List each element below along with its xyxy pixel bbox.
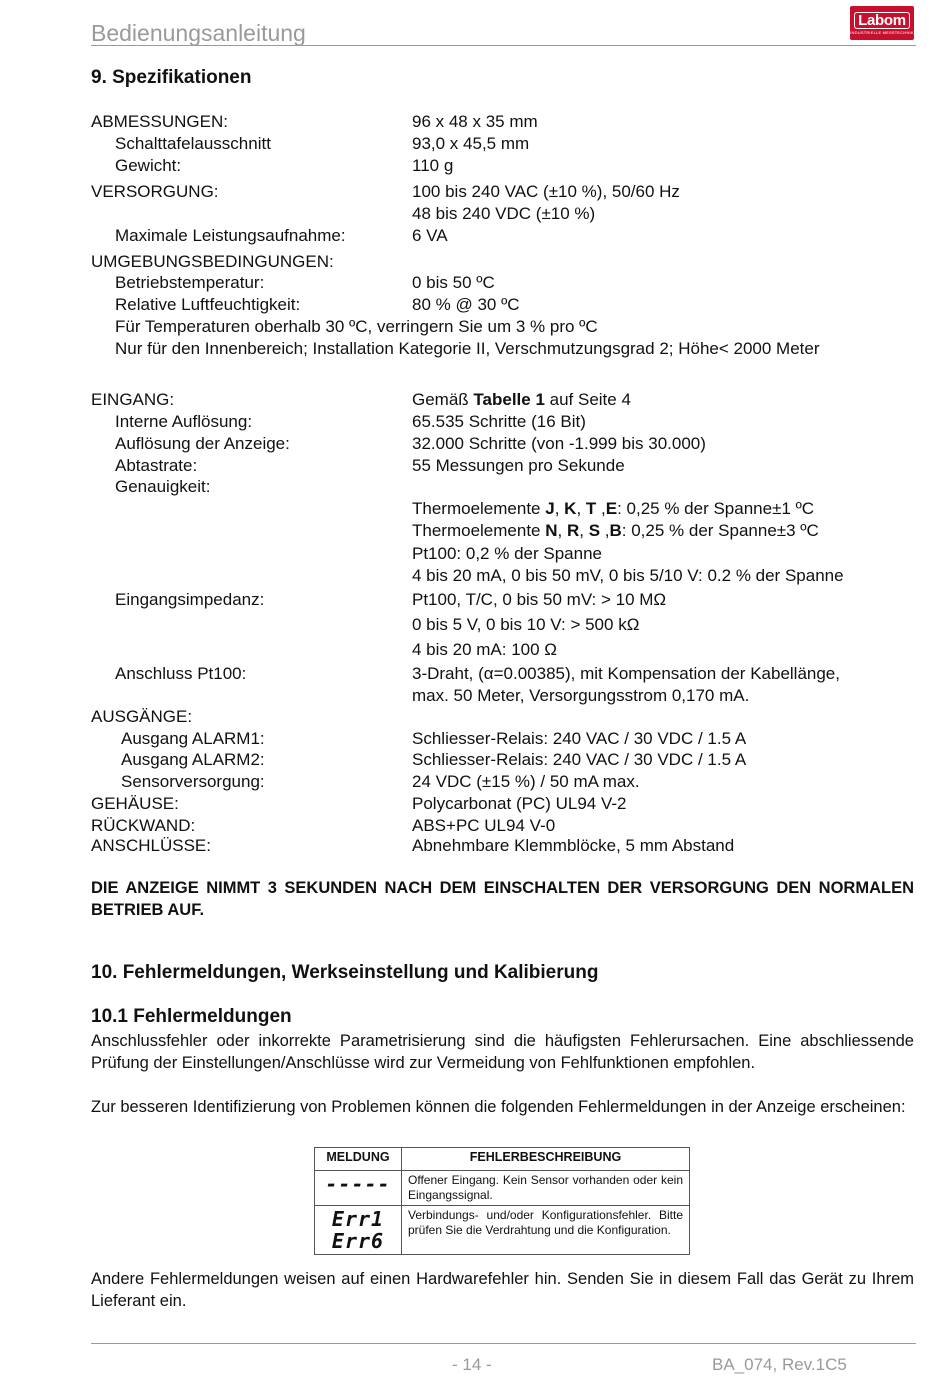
column-header-description: FEHLERBESCHREIBUNG <box>402 1148 690 1171</box>
spec-value <box>412 389 631 411</box>
spec-value: 93,0 x 45,5 mm <box>412 134 530 153</box>
section-heading-specifications: 9. Spezifikationen <box>91 67 252 88</box>
spec-value-emphasis: K <box>564 499 577 518</box>
spec-label: RÜCKWAND: <box>91 816 196 835</box>
spec-label: Abtastrate: <box>115 456 198 475</box>
spec-value-text: , <box>576 499 586 518</box>
spec-label: Ausgang ALARM1: <box>121 729 265 748</box>
spec-value: Pt100, T/C, 0 bis 50 mV: > 10 MΩ <box>412 590 667 609</box>
footer-divider <box>91 1343 916 1344</box>
spec-value: 0 bis 50 ºC <box>412 273 495 292</box>
spec-value-text: Thermoelemente <box>412 499 546 518</box>
subsection-heading-error-messages: 10.1 Fehlermeldungen <box>91 1006 292 1027</box>
spec-label: Maximale Leistungsaufnahme: <box>115 226 346 245</box>
spec-value-emphasis: S <box>588 521 601 540</box>
spec-value: 65.535 Schritte (16 Bit) <box>412 412 586 431</box>
error-description-cell: Verbindungs- und/oder Konfigurationsfehler. Bitte prüfen Sie die Verdrahtung und die Konfiguration. <box>402 1206 690 1255</box>
spec-value: 4 bis 20 mA, 0 bis 50 mV, 0 bis 5/10 V: 0.2 % der Spanne <box>412 566 844 585</box>
spec-value: 96 x 48 x 35 mm <box>412 112 538 131</box>
spec-value: Polycarbonat (PC) UL94 V-2 <box>412 794 627 813</box>
spec-label: VERSORGUNG: <box>91 182 219 201</box>
spec-label: Für Temperaturen oberhalb 30 ºC, verringern Sie um 3 % pro ºC <box>115 317 598 336</box>
paragraph-error-display-intro: Zur besseren Identifizierung von Problemen können die folgenden Fehlermeldungen in der Anzeige erscheinen: <box>91 1098 906 1116</box>
error-code-err6: Err6 <box>331 1229 385 1253</box>
spec-value-text: : 0,25 % der Spanne±1 ºC <box>617 499 815 518</box>
spec-label: ABMESSUNGEN: <box>91 112 228 131</box>
spec-value: Pt100: 0,2 % der Spanne <box>412 544 602 563</box>
spec-label: Auflösung der Anzeige: <box>115 434 290 453</box>
spec-value <box>412 498 814 520</box>
error-code-err1: Err1 <box>331 1207 385 1231</box>
spec-value <box>412 520 819 542</box>
spec-value: Abnehmbare Klemmblöcke, 5 mm Abstand <box>412 836 735 855</box>
spec-value-emphasis: T <box>585 499 597 518</box>
table-row <box>315 1171 690 1206</box>
document-revision: BA_074, Rev.1C5 <box>712 1355 847 1374</box>
spec-value: 3-Draht, (α=0.00385), mit Kompensation der Kabellänge, <box>412 664 840 683</box>
spec-label: EINGANG: <box>91 390 175 409</box>
error-description-cell: Offener Eingang. Kein Sensor vorhanden oder kein Eingangssignal. <box>402 1171 690 1206</box>
spec-value-text: , <box>554 499 565 518</box>
spec-label: Interne Auflösung: <box>115 412 253 431</box>
spec-value: max. 50 Meter, Versorgungsstrom 0,170 mA. <box>412 686 750 705</box>
spec-value: 4 bis 20 mA: 100 Ω <box>412 640 558 659</box>
spec-value-text: Thermoelemente <box>412 521 546 540</box>
spec-value: 32.000 Schritte (von -1.999 bis 30.000) <box>412 434 706 453</box>
spec-value-emphasis: N <box>545 521 558 540</box>
spec-label: Ausgang ALARM2: <box>121 750 265 769</box>
table-row <box>315 1206 690 1255</box>
spec-value: 0 bis 5 V, 0 bis 10 V: > 500 kΩ <box>412 615 640 634</box>
spec-value-emphasis: Tabelle 1 <box>473 390 545 409</box>
spec-value-text: : 0,25 % der Spanne±3 ºC <box>621 521 819 540</box>
spec-value-text: , <box>596 499 606 518</box>
spec-value-emphasis: E <box>605 499 618 518</box>
spec-value: 48 bis 240 VDC (±10 %) <box>412 204 596 223</box>
error-message-table <box>314 1147 690 1255</box>
spec-value-text: , <box>579 521 589 540</box>
spec-value-emphasis: R <box>566 521 580 540</box>
spec-label: AUSGÄNGE: <box>91 707 193 726</box>
paragraph-error-causes: Anschlussfehler oder inkorrekte Parametrisierung sind die häufigsten Fehlerursachen. Eine abschliessende Prüfung der Einstellungen/Anschlüsse wird zur Vermeidung von Fehlfunktionen empfohlen. <box>91 1032 914 1072</box>
spec-value: Schliesser-Relais: 240 VAC / 30 VDC / 1.5 A <box>412 729 747 748</box>
spec-label: Gewicht: <box>115 156 182 175</box>
error-code-cell <box>315 1206 402 1255</box>
spec-value-text: auf Seite 4 <box>544 390 631 409</box>
spec-value: 100 bis 240 VAC (±10 %), 50/60 Hz <box>412 182 680 201</box>
logo-tagline: INDUSTRIELLE MESSTECHNIK <box>850 29 914 35</box>
spec-label: Sensorversorgung: <box>121 772 265 791</box>
spec-label: Betriebstemperatur: <box>115 273 265 292</box>
spec-value: Schliesser-Relais: 240 VAC / 30 VDC / 1.5 A <box>412 750 747 769</box>
page-number: - 14 - <box>452 1355 492 1374</box>
startup-notice: DIE ANZEIGE NIMMT 3 SEKUNDEN NACH DEM EINSCHALTEN DER VERSORGUNG DEN NORMALEN BETRIEB AUF. <box>91 879 914 919</box>
section-heading-errors-calibration: 10. Fehlermeldungen, Werkseinstellung und Kalibierung <box>91 962 599 983</box>
column-header-message: MELDUNG <box>315 1148 402 1171</box>
labom-logo <box>850 6 914 40</box>
spec-value: 6 VA <box>412 226 448 245</box>
error-code-dashes: ----- <box>325 1172 391 1196</box>
spec-label: Anschluss Pt100: <box>115 664 247 683</box>
spec-label: GEHÄUSE: <box>91 794 179 813</box>
spec-value: 110 g <box>412 156 454 175</box>
spec-value-emphasis: B <box>609 521 622 540</box>
spec-value: 24 VDC (±15 %) / 50 mA max. <box>412 772 640 791</box>
spec-label: Eingangsimpedanz: <box>115 590 265 609</box>
spec-value: 80 % @ 30 ºC <box>412 295 520 314</box>
spec-label: Nur für den Innenbereich; Installation Kategorie II, Verschmutzungsgrad 2; Höhe< 2000 Meter <box>115 339 820 358</box>
spec-value-text: , <box>557 521 567 540</box>
spec-value-text: Gemäß <box>412 390 474 409</box>
spec-label: Genauigkeit: <box>115 477 211 496</box>
spec-value: ABS+PC UL94 V-0 <box>412 816 556 835</box>
spec-label: UMGEBUNGSBEDINGUNGEN: <box>91 252 334 271</box>
header-divider <box>91 45 916 46</box>
spec-label: ANSCHLÜSSE: <box>91 836 211 855</box>
spec-label: Schalttafelausschnitt <box>115 134 271 153</box>
spec-value: 55 Messungen pro Sekunde <box>412 456 625 475</box>
logo-wordmark: Labom <box>854 12 910 29</box>
paragraph-hardware-fault: Andere Fehlermeldungen weisen auf einen Hardwarefehler hin. Senden Sie in diesem Fall das Gerät zu Ihrem Lieferant ein. <box>91 1270 914 1310</box>
table-header-row <box>315 1148 690 1171</box>
error-code-cell <box>315 1171 402 1206</box>
spec-value-text: , <box>600 521 610 540</box>
document-header-title: Bedienungsanleitung <box>91 20 306 46</box>
spec-value-emphasis: J <box>545 499 555 518</box>
spec-label: Relative Luftfeuchtigkeit: <box>115 295 301 314</box>
